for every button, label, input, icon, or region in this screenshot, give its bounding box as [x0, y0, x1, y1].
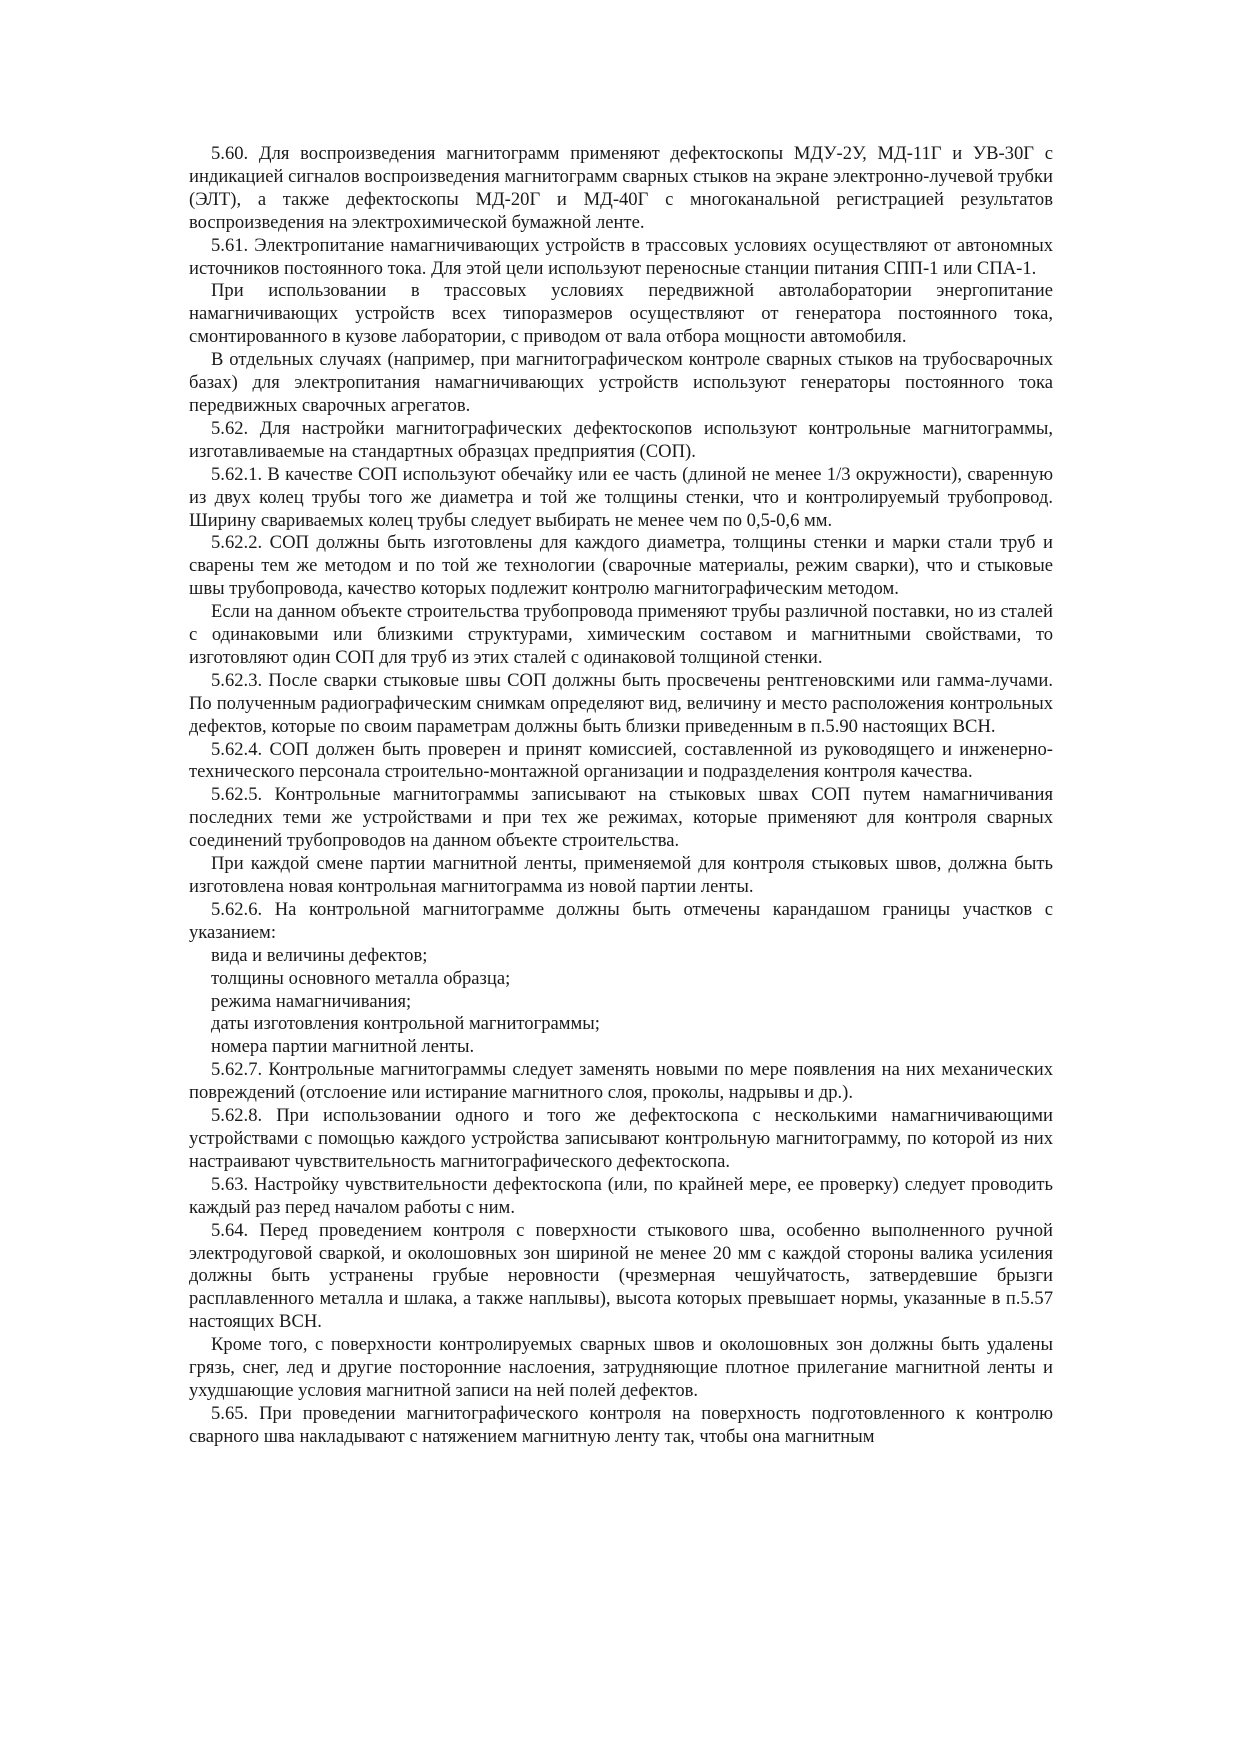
paragraph-pipe-supply: Если на данном объекте строительства трубопровода применяют трубы различной поставки, но из сталей с одинаковыми или близкими структурами, химическим составом и магнитными свойствами, то изготовляют один СОП для труб из этих сталей с одинаковой толщиной стенки.	[189, 601, 1053, 668]
paragraph-5-62-5: 5.62.5. Контрольные магнитограммы записывают на стыковых швах СОП путем намагничивания последних теми же устройствами и при тех же режимах, которые применяют для контроля сварных соединений трубопроводов на данном объекте строительства.	[189, 784, 1053, 852]
list-item: толщины основного металла образца;	[211, 967, 511, 989]
paragraph-5-62-7: 5.62.7. Контрольные магнитограммы следует заменять новыми по мере появления на них механических повреждений (отслоение или истирание магнитного слоя, проколы, надрывы и др.).	[189, 1059, 1053, 1104]
list-item: даты изготовления контрольной магнитограммы;	[211, 1013, 600, 1035]
list-item: режима намагничивания;	[211, 990, 412, 1012]
paragraph-5-63: 5.63. Настройку чувствительности дефектоскопа (или, по крайней мере, ее проверку) следует проводить каждый раз перед началом работы с ним.	[189, 1173, 1053, 1218]
list-item: номера партии магнитной ленты.	[211, 1036, 475, 1058]
paragraph-5-62-6: 5.62.6. На контрольной магнитограмме должны быть отмечены карандашом границы участков с указанием:	[189, 898, 1053, 943]
paragraph-5-62-2: 5.62.2. СОП должны быть изготовлены для каждого диаметра, толщины стенки и марки стали труб и сварены тем же методом и по той же технологии (сварочные материалы, режим сварки), что и стыковые швы трубопровода, качество которых подлежит контролю магнитографическим методом.	[189, 532, 1053, 600]
paragraph-5-62-4: 5.62.4. СОП должен быть проверен и принят комиссией, составленной из руководящего и инженерно-технического персонала строительно-монтажной организации и подразделения контроля качества.	[189, 738, 1053, 783]
paragraph-5-64: 5.64. Перед проведением контроля с поверхности стыкового шва, особенно выполненного ручной электродуговой сваркой, и околошовных зон шириной не менее 20 мм с каждой стороны валика усиления должны быть устранены грубые неровности (чрезмерная чешуйчатость, затвердевшие брызги расплавленного металла и шлака, а также наплывы), высота которых превышает нормы, указанные в п.5.57 настоящих ВСН.	[189, 1219, 1053, 1333]
paragraph-5-62: 5.62. Для настройки магнитографических дефектоскопов используют контрольные магнитограммы, изготавливаемые на стандартных образцах предприятия (СОП).	[189, 417, 1053, 462]
paragraph-5-62-8: 5.62.8. При использовании одного и того же дефектоскопа с несколькими намагничивающими устройствами с помощью каждого устройства записывают контрольную магнитограмму, по которой из них настраивают чувствительность магнитографического дефектоскопа.	[189, 1105, 1053, 1172]
paragraph-5-62-1: 5.62.1. В качестве СОП используют обечайку или ее часть (длиной не менее 1/3 окружности), сваренную из двух колец трубы того же диаметра и той же толщины стенки, что и контролируемый трубопровод. Ширину свариваемых колец трубы следует выбирать не менее чем по 0,5-0,6 мм.	[189, 463, 1053, 531]
paragraph-tape-batch: При каждой смене партии магнитной ленты, применяемой для контроля стыковых швов, должна быть изготовлена новая контрольная магнитограмма из новой партии ленты.	[189, 853, 1053, 897]
paragraph-welding-units-power: В отдельных случаях (например, при магнитографическом контроле сварных стыков на трубосварочных базах) для электропитания намагничивающих устройств используют генераторы постоянного тока передвижных сварочных агрегатов.	[189, 349, 1053, 416]
document-body	[189, 143, 1053, 1449]
paragraph-5-61: 5.61. Электропитание намагничивающих устройств в трассовых условиях осуществляют от автономных источников постоянного тока. Для этой цели используют переносные станции питания СПП-1 или СПА-1.	[189, 234, 1053, 279]
paragraph-5-62-3: 5.62.3. После сварки стыковые швы СОП должны быть просвечены рентгеновскими или гамма-лучами. По полученным радиографическим снимкам определяют вид, величину и место расположения контрольных дефектов, которые по своим параметрам должны быть близки приведенным в п.5.90 настоящих ВСН.	[189, 669, 1053, 737]
paragraph-surface-cleaning: Кроме того, с поверхности контролируемых сварных швов и околошовных зон должны быть удалены грязь, снег, лед и другие посторонние наслоения, затрудняющие плотное прилегание магнитной ленты и ухудшающие условия магнитной записи на ней полей дефектов.	[189, 1334, 1053, 1401]
paragraph-5-60: 5.60. Для воспроизведения магнитограмм применяют дефектоскопы МДУ-2У, МД-11Г и УВ-30Г с индикацией сигналов воспроизведения магнитограмм сварных стыков на экране электронно-лучевой трубки (ЭЛТ), а также дефектоскопы МД-20Г и МД-40Г с многоканальной регистрацией результатов воспроизведения на электрохимической бумажной ленте.	[189, 143, 1053, 233]
paragraph-5-65: 5.65. При проведении магнитографического контроля на поверхность подготовленного к контролю сварного шва накладывают с натяжением магнитную ленту так, чтобы она магнитным	[189, 1402, 1053, 1447]
paragraph-mobile-lab-power: При использовании в трассовых условиях передвижной автолаборатории энергопитание намагничивающих устройств всех типоразмеров осуществляют от генератора постоянного тока, смонтированного в кузове лаборатории, с приводом от вала отбора мощности автомобиля.	[189, 280, 1053, 348]
list-item: вида и величины дефектов;	[211, 944, 428, 966]
